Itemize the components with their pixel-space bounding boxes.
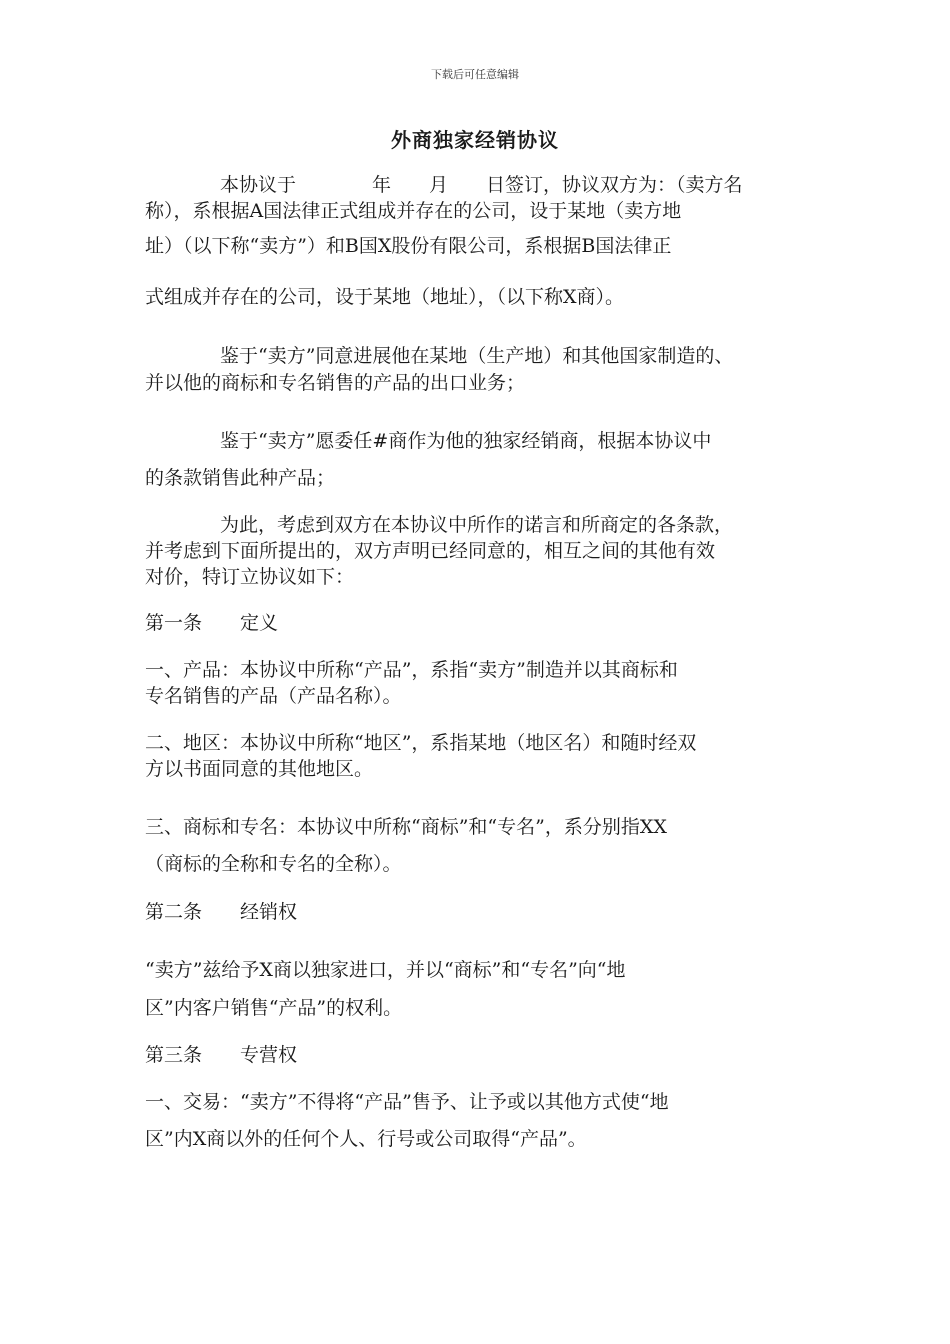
paragraph-line: （商标的全称和专名的全称）。 — [145, 853, 402, 875]
paragraph-line: 鉴于“卖方”愿委任#商作为他的独家经销商，根据本协议中 — [220, 430, 712, 452]
paragraph-line: 对价，特订立协议如下： — [145, 566, 355, 588]
paragraph-line: 二、地区：本协议中所称“地区”，系指某地（地区名）和随时经双 — [145, 732, 697, 754]
article-heading — [145, 1042, 297, 1068]
paragraph-line: 方以书面同意的其他地区。 — [145, 758, 374, 780]
paragraph-line: 为此，考虑到双方在本协议中所作的诺言和所商定的各条款， — [220, 514, 734, 536]
paragraph-line: 专名销售的产品（产品名称）。 — [145, 685, 402, 707]
paragraph-line: 一、交易：“卖方”不得将“产品”售予、让予或以其他方式使“地 — [145, 1091, 669, 1113]
paragraph-line: 并以他的商标和专名销售的产品的出口业务； — [145, 372, 526, 394]
paragraph-line: 式组成并存在的公司，设于某地（地址），（以下称X商）。 — [145, 286, 625, 308]
paragraph-line: 址）（以下称“卖方”）和B国X股份有限公司，系根据B国法律正 — [145, 235, 672, 257]
paragraph-line: 本协议于 年 月 日签订，协议双方为：（卖方名 — [220, 174, 743, 196]
page-header: 下载后可任意编辑 — [431, 68, 519, 81]
article-heading — [145, 899, 297, 925]
paragraph-line: 一、产品：本协议中所称“产品”，系指“卖方”制造并以其商标和 — [145, 659, 678, 681]
paragraph-line: “卖方”兹给予X商以独家进口，并以“商标”和“专名”向“地 — [145, 959, 626, 981]
paragraph-line: 的条款销售此种产品； — [145, 467, 336, 489]
paragraph-line: 鉴于“卖方”同意进展他在某地（生产地）和其他国家制造的、 — [220, 345, 734, 367]
article-name: 专营权 — [240, 1044, 298, 1066]
article-heading — [145, 610, 278, 636]
paragraph-line: 区”内客户销售“产品”的权利。 — [145, 997, 403, 1019]
document-title: 外商独家经销协议 — [391, 128, 559, 152]
paragraph-line: 称），系根据A国法律正式组成并存在的公司，设于某地（卖方地 — [145, 200, 682, 222]
paragraph-line: 三、商标和专名：本协议中所称“商标”和“专名”，系分别指XX — [145, 816, 667, 838]
article-number: 第一条 — [145, 612, 203, 634]
article-name: 定义 — [240, 612, 279, 634]
paragraph-line: 并考虑到下面所提出的，双方声明已经同意的，相互之间的其他有效 — [145, 540, 716, 562]
paragraph-line: 区”内X商以外的任何个人、行号或公司取得“产品”。 — [145, 1128, 587, 1150]
article-number: 第三条 — [145, 1044, 203, 1066]
article-name: 经销权 — [240, 901, 298, 923]
article-number: 第二条 — [145, 901, 203, 923]
